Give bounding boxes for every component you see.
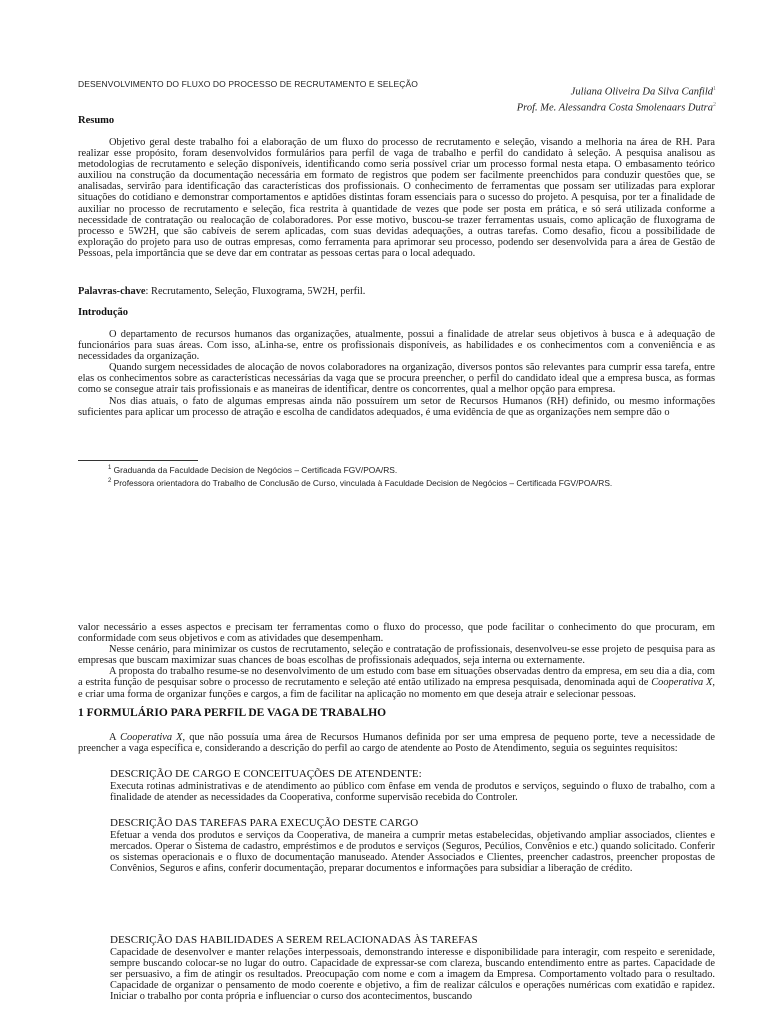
section-1-title: 1 FORMULÁRIO PARA PERFIL DE VAGA DE TRABALHO [78, 707, 387, 719]
subsection-text: Efetuar a venda dos produtos e serviços da Cooperativa, de maneira a cumprir metas estabelecidas, objetivando ampliar associados, clientes e mercados. Operar o Sistema de cadastro, empréstimos e de produtos e serviços (Seguros, Pecúlios, Convênios e etc.) quando solicitado. Conferir os sistemas operacionais e o fluxo de documentação manuseado. Atender Associados e Clientes, preencher cadastros, preencher propostas de Convênios, Seguros e afins, conferir documentação, preparar documentos e informações para subsidiar a liberação de crédito. [110, 830, 715, 875]
footnotes [108, 463, 612, 490]
footnote-marker: 1 [713, 86, 716, 92]
subsection-text: Executa rotinas administrativas e de atendimento ao público com ênfase em venda de produtos e serviços, seguindo o fluxo de trabalho, com a finalidade de atender as necessidades da Cooperativa, conforme supervisão recebida do Controler. [110, 781, 715, 804]
footnote-marker: 2 [713, 101, 716, 108]
continuation-paragraph: valor necessário a esses aspectos e precisam ter ferramentas como o fluxo do processo, que pode facilitar o conhecimento do que procuram, em conformidade com seus objetivos e com as atividades que desempenham. [78, 622, 715, 645]
author-advisor: Prof. Me. Alessandra Costa Smolenaars Dutra$^2$ [516, 101, 716, 113]
intro-paragraph: Quando surgem necessidades de alocação de novos colaboradores na organização, diversos pontos são relevantes para cumprir essa tarefa, entre elas os conhecimentos sobre as características necessárias da vaga que se procura preencher, o perfil do candidato ideal que a empresa busca, as formas como se consegue atrair tais profissionais e as maneiras de identificar, dentre os concorrentes, qual a melhor opção para empresa. [78, 362, 715, 396]
subsection-descricao-tarefas [110, 818, 715, 874]
document-title: DESENVOLVIMENTO DO FLUXO DO PROCESSO DE RECRUTAMENTO E SELEÇÃO [78, 79, 418, 89]
continuation-paragraph: A proposta do trabalho resume-se no desenvolvimento de um estudo com base em situações observadas dentro da empresa, em seu dia a dia, com a estrita função de pesquisar sobre o processo de recrutamento e seleção até então utilizado na empresa pesquisada, denominada aqui de Cooperativa X, e criar uma forma de organizar funções e cargos, a fim de facilitar na aplicação no momento em que deseja atrair e selecionar pessoas. [78, 666, 715, 700]
subsection-title: DESCRIÇÃO DE CARGO E CONCEITUAÇÕES DE ATENDENTE: [110, 768, 422, 780]
footnote-divider [78, 460, 198, 461]
intro-paragraph: Nos dias atuais, o fato de algumas empresas ainda não possuírem um setor de Recursos Humanos (RH) definido, ou mesmo informações suficientes para aplicar um processo de atração e escolha de candidatos adequados, é uma evidência de que as organizações nem sempre dão o [78, 395, 715, 418]
introducao-heading: Introdução [78, 307, 128, 318]
subsection-title: DESCRIÇÃO DAS HABILIDADES A SEREM RELACIONADAS ÀS TAREFAS [110, 934, 478, 946]
keywords-list: : Recrutamento, Seleção, Fluxograma, 5W2H, perfil. [145, 286, 366, 297]
introducao-body [78, 329, 715, 418]
resumo-heading: Resumo [78, 115, 115, 126]
section-1-intro: A Cooperativa X, que não possuía uma área de Recursos Humanos definida por ser uma empresa de pequeno porte, teve a necessidade de preencher a vaga específica e, considerando a descrição do perfil ao cargo de atendente ao Posto de Atendimento, seguia os seguintes requisitos: [78, 732, 715, 755]
subsection-descricao-cargo [110, 769, 715, 803]
footnote-2: $^2$ Professora orientadora do Trabalho de Conclusão de Curso, vinculada à Faculdade Decision de Negócios – Certificada FGV/POA/RS. [108, 478, 613, 489]
subsection-descricao-habilidades [110, 935, 715, 1003]
continuation-paragraph: Nesse cenário, para minimizar os custos de recrutamento, seleção e contratação de profissionais, desenvolveu-se esse projeto de pesquisa para as empresas que buscam maximizar suas chances de boas escolhas de profissionais adequados, seja interna ou externamente. [78, 644, 715, 667]
authors [517, 83, 716, 114]
keywords [78, 286, 715, 297]
keywords-label: Palavras-chave [78, 286, 146, 297]
continuation-body [78, 622, 715, 700]
resumo-body [78, 137, 715, 259]
author-primary: Juliana Oliveira Da Silva Canfild$^1$ [570, 86, 716, 98]
subsection-text: Capacidade de desenvolver e manter relações interpessoais, demonstrando interesse e disponibilidade para interagir, com respeito e serenidade, sempre buscando colocar-se no lugar do outro. Capacidade de expressar-se com clareza, buscando entendimento entre as partes. Capacidade de ser persuasivo, a fim de atingir os resultados. Preocupação com nome e com a imagem da Empresa. Comportamento voltado para o resultado. Capacidade de organizar o pensamento de modo coerente e objetivo, a fim de realizar cálculos e operações numéricas com exatidão e rapidez. Iniciar o trabalho por conta própria e influenciar o curso dos acontecimentos, buscando [110, 947, 715, 1003]
subsection-title: DESCRIÇÃO DAS TAREFAS PARA EXECUÇÃO DESTE CARGO [110, 817, 419, 829]
resumo-paragraph: Objetivo geral deste trabalho foi a elaboração de um fluxo do processo de recrutamento e seleção, visando a melhoria na área de RH. Para realizar esse propósito, foram desenvolvidos formulários para perfil de vaga de trabalho e perfil do candidato à seleção. A pesquisa analisou as metodologias de recrutamento e seleção disponíveis, identificando como seria possível criar um processo formal nesta etapa. O embasamento teórico auxiliou na construção da documentação necessária em formato de registros que podem ser facilmente preenchidos para conduzir questões que, se analisadas, servirão para identificação das características dos profissionais. O conhecimento de ferramentas que possam ser utilizadas para explorar situações do cotidiano e demonstrar comportamentos e aptidões distintas foram essenciais para o sucesso do projeto. A pesquisa, por ter a finalidade de auxiliar no processo de recrutamento e seleção, fica restrita à quantidade de vezes que pode ser posta em prática, e só será utilizada conforme a necessidade de contratação ou realocação de colaboradores. Por esse motivo, buscou-se trazer ferramentas usuais, como aplicação de fluxograma de processo e 5W2H, que são cabíveis de serem aplicadas, com suas devidas adequações, a outras tarefas. Como desafio, ficou a possibilidade de exploração do projeto para uso de outras empresas, como ferramenta para aprimorar seu processo, podendo ser desenvolvida para a área de Gestão de Pessoas, pela importância que se deve dar em contratar as pessoas certas para o local adequado. [78, 137, 715, 259]
footnote-1: $^1$ Graduanda da Faculdade Decision de Negócios – Certificada FGV/POA/RS. [108, 464, 398, 475]
intro-paragraph: O departamento de recursos humanos das organizações, atualmente, possui a finalidade de atrelar seus objetivos à busca e à adequação de funcionários para suas áreas. Com isso, aLinha-se, entre os profissionais disponíveis, as habilidades e os conhecimentos com a conveniência e as necessidades da organização. [78, 329, 715, 363]
